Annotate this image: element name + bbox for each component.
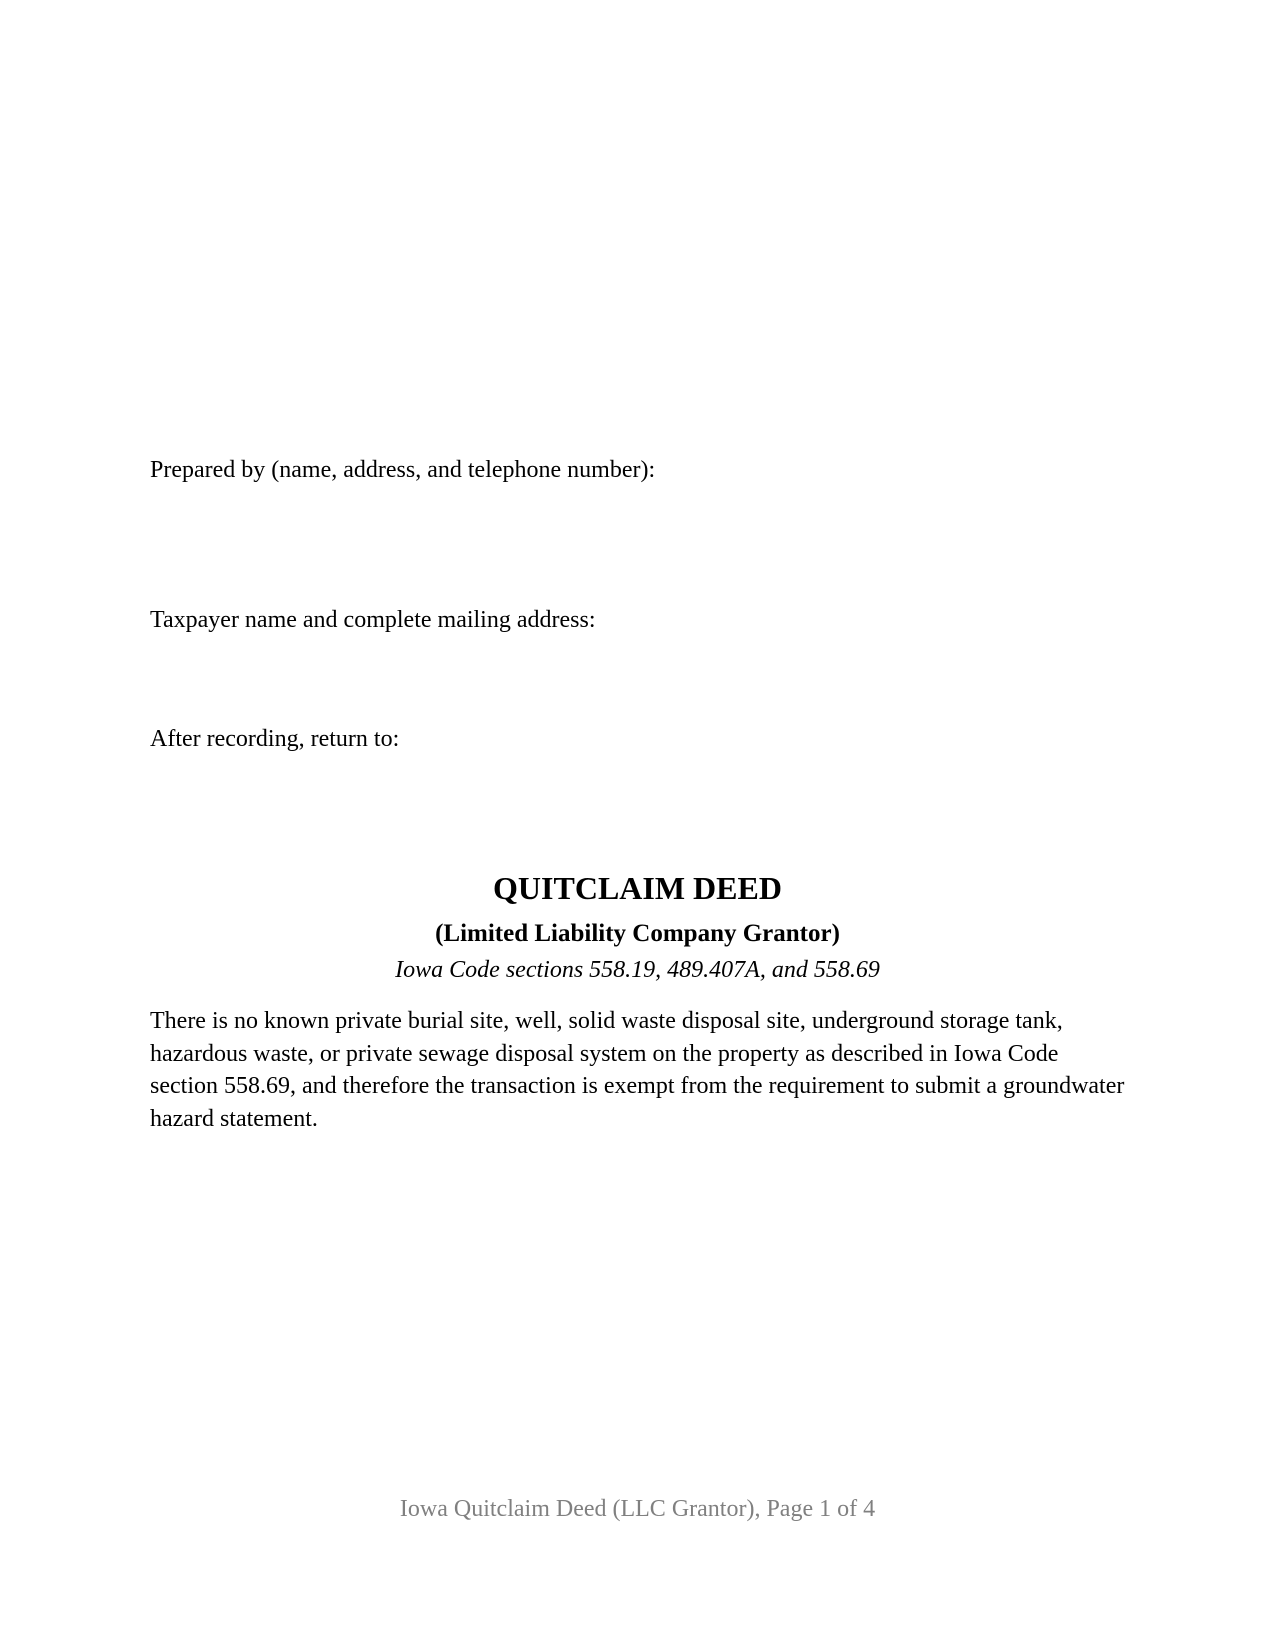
taxpayer-address-label: Taxpayer name and complete mailing address: xyxy=(150,607,596,633)
groundwater-exemption-paragraph: There is no known private burial site, well, solid waste disposal site, underground storage tank, hazardous waste, or private sewage disposal system on the property as described in Iowa Code section 558.69, and therefore the transaction is exempt from the requirement to submit a groundwater hazard statement. xyxy=(150,1008,1125,1132)
page-footer: Iowa Quitclaim Deed (LLC Grantor), Page 1 of 4 xyxy=(399,1496,876,1522)
document-subtitle: (Limited Liability Company Grantor) xyxy=(435,920,840,947)
document-title: QUITCLAIM DEED xyxy=(493,870,782,906)
return-to-label: After recording, return to: xyxy=(150,726,400,752)
prepared-by-label: Prepared by (name, address, and telephone number): xyxy=(150,457,656,483)
statute-reference: Iowa Code sections 558.19, 489.407A, and 558.69 xyxy=(395,957,880,983)
